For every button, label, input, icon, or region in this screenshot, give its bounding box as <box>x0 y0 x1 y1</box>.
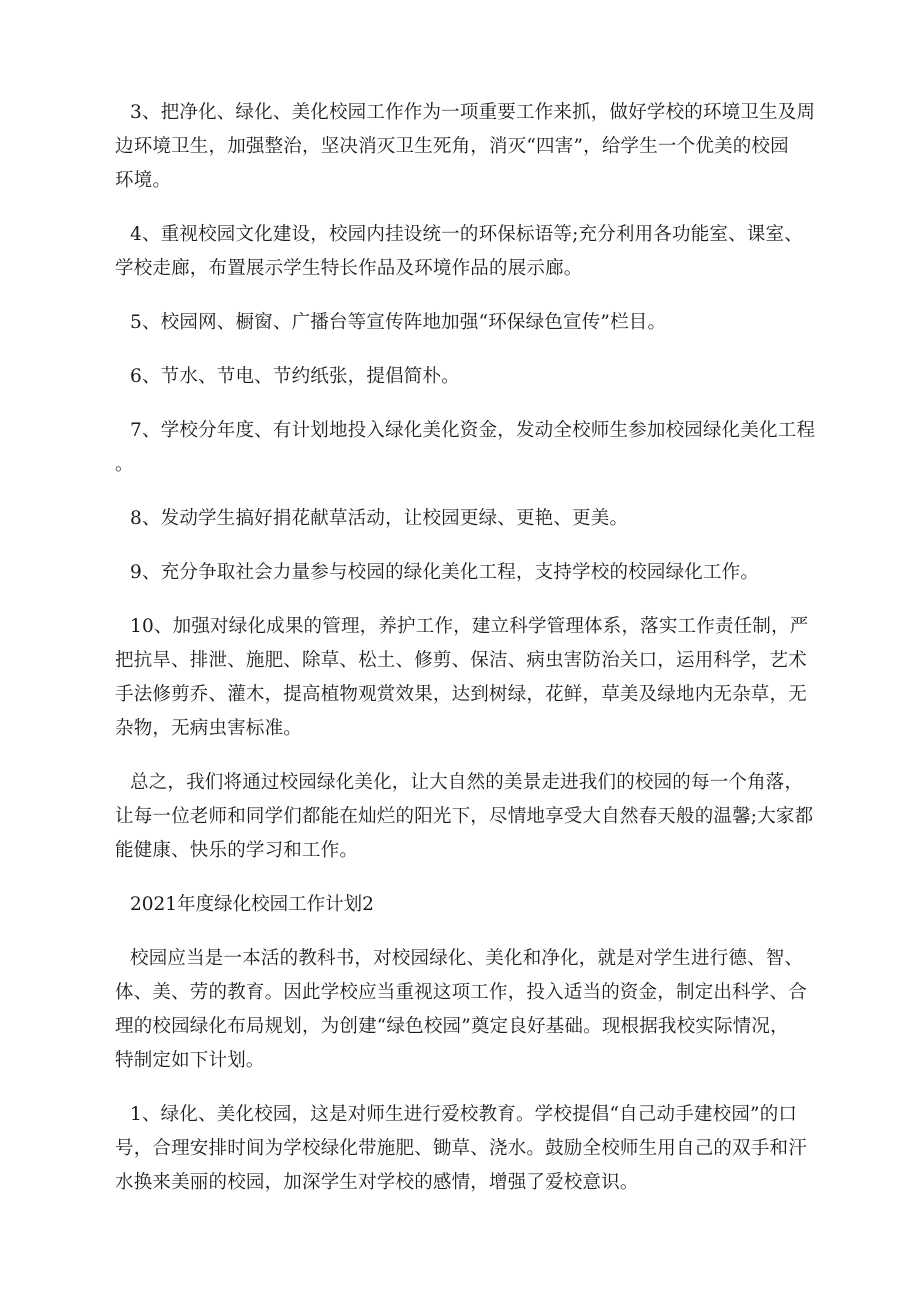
paragraph-intro <box>115 942 810 1078</box>
paragraph-item-1 <box>115 1098 810 1200</box>
paragraph-item-5 <box>115 306 810 340</box>
text-line: 。 <box>115 454 134 475</box>
paragraph-item-4 <box>115 218 810 286</box>
paragraph-item-10 <box>115 610 810 746</box>
text-line: 7、学校分年度、有计划地投入绿化美化资金，发动全校师生参加校园绿化美化工程 <box>130 420 816 441</box>
text-line: 体、美、劳的教育。因此学校应当重视这项工作，投入适当的资金，制定出科学、合 <box>115 982 807 1003</box>
text-line: 3、把净化、绿化、美化校园工作作为一项重要工作来抓，做好学校的环境卫生及周 <box>130 102 816 123</box>
text-line: 能健康、快乐的学习和工作。 <box>115 840 359 861</box>
text-line: 边环境卫生，加强整治，坚决消灭卫生死角，消灭“四害”，给学生一个优美的校园 <box>115 136 789 157</box>
text-line: 环境。 <box>115 170 172 191</box>
text-line: 把抗旱、排泄、施肥、除草、松土、修剪、保洁、病虫害防治关口，运用科学，艺术 <box>115 650 807 671</box>
text-line: 特制定如下计划。 <box>115 1050 265 1071</box>
text-line: 手法修剪乔、灌木，提高植物观赏效果，达到树绿，花鲜，草美及绿地内无杂草，无 <box>115 684 807 705</box>
text-line: 5、校园网、橱窗、广播台等宣传阵地加强“环保绿色宣传”栏目。 <box>130 312 667 333</box>
paragraph-item-6 <box>115 360 810 394</box>
paragraph-item-7 <box>115 414 816 482</box>
text-line: 校园应当是一本活的教科书，对校园绿化、美化和净化，就是对学生进行德、智、 <box>130 948 804 969</box>
text-line: 10、加强对绿化成果的管理，养护工作，建立科学管理体系，落实工作责任制，严 <box>130 616 809 637</box>
text-line: 1、绿化、美化校园，这是对师生进行爱校教育。学校提倡“自己动手建校园”的口 <box>130 1104 798 1125</box>
text-line: 8、发动学生搞好捐花献草活动，让校园更绿、更艳、更美。 <box>130 508 629 529</box>
text-line: 让每一位老师和同学们都能在灿烂的阳光下，尽情地享受大自然春天般的温馨;大家都 <box>115 806 814 827</box>
text-line: 理的校园绿化布局规划，为创建“绿色校园”奠定良好基础。现根据我校实际情况， <box>115 1016 789 1037</box>
paragraph-item-8 <box>115 502 810 536</box>
text-line: 号，合理安排时间为学校绿化带施肥、锄草、浇水。鼓励全校师生用自己的双手和汗 <box>115 1138 807 1159</box>
section-heading: 2021年度绿化校园工作计划2 <box>130 894 374 915</box>
text-line: 学校走廊，布置展示学生特长作品及环境作品的展示廊。 <box>115 258 583 279</box>
text-line: 9、充分争取社会力量参与校园的绿化美化工程，支持学校的校园绿化工作。 <box>130 562 760 583</box>
text-line: 6、节水、节电、节约纸张，提倡简朴。 <box>130 366 460 387</box>
paragraph-summary <box>115 766 814 868</box>
paragraph-item-3 <box>115 96 816 198</box>
document-body <box>115 96 816 1220</box>
text-line: 水换来美丽的校园，加深学生对学校的感情，增强了爱校意识。 <box>115 1172 639 1193</box>
text-line: 杂物，无病虫害标准。 <box>115 718 303 739</box>
text-line: 总之，我们将通过校园绿化美化，让大自然的美景走进我们的校园的每一个角落， <box>130 772 804 793</box>
paragraph-item-9 <box>115 556 810 590</box>
text-line: 4、重视校园文化建设，校园内挂设统一的环保标语等;充分利用各功能室、课室、 <box>130 224 803 245</box>
